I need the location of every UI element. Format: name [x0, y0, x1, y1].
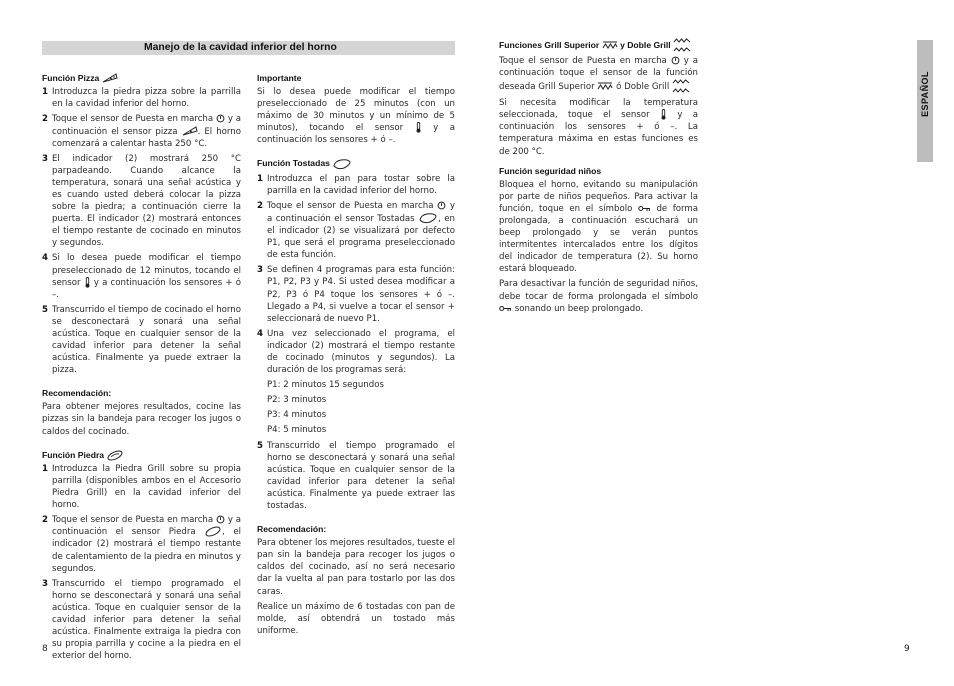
- key-icon: [638, 205, 651, 212]
- child-lock-text-1: Bloquea el horno, evitando su manipulación por parte de niños pequeños. Para activar la función, toque en el símbolo de forma prolongada, a continuación escuchará un beep prolongado y se verán puntos intermitentes intercalados entre los dígitos del indicador de temperatura (2). Su horno estará bloqueado.: [499, 179, 699, 275]
- recommendation-2-heading: Recomendación:: [257, 524, 327, 535]
- piedra-step-3: 3 Transcurrido el tiempo programado el horno se desconectará y sonará una señal acústica. Toque en cualquier sensor de la cavidad inferior para detener la señal acústica. Finalmente extraiga la piedra con su propia parrilla y cocine a la piedra en el exterior del horno.: [42, 578, 241, 662]
- pizza-step-4: 4 Si lo desea puede modificar el tiempo preseleccionado de 12 minutos, tocando el sensor y a continuación los sensores + ó –.: [42, 253, 241, 300]
- tostadas-step-1: 1 Introduzca el pan para tostar sobre la parrilla en la cavidad inferior del horno.: [257, 173, 455, 196]
- page-number-right: 9: [904, 644, 910, 654]
- child-lock-heading: Función seguridad niños: [499, 165, 602, 176]
- top-grill-icon: [597, 82, 613, 91]
- stone-icon: [106, 450, 124, 461]
- grill-heading: Funciones Grill Superior y Doble Grill: [499, 38, 698, 53]
- recommendation-2-text-1: Para obtener los mejores resultados, tueste el pan sin la bandeja para recoger los jugos o caldos del cocinado, así no será necesario dar la vuelta al pan para tostarlo por las dos caras.: [257, 538, 455, 597]
- language-tab-label: ESPAÑOL: [919, 71, 930, 117]
- piedra-step-1: 1 Introduzca la Piedra Grill sobre su propia parrilla (disponibles ambos en el Accesorio Piedra Grill) en la cavidad inferior del horno.: [42, 463, 241, 511]
- recommendation-2-text-2: Realice un máximo de 6 tostadas con pan de molde, así obtendrá un tostado más uniforme.: [257, 601, 455, 636]
- column-1: [42, 72, 241, 665]
- power-icon: [216, 515, 225, 524]
- column-2: [257, 72, 455, 640]
- toast-icon: [418, 212, 438, 225]
- thermometer-icon: [84, 277, 91, 288]
- piedra-step-2: 2 Toque el sensor de Puesta en marcha y a continuación el sensor Piedra , el indicador (2) mostrará el tiempo restante de calentamiento de la piedra en minutos y segundos.: [42, 515, 242, 574]
- key-icon: [499, 305, 512, 312]
- power-icon: [671, 56, 680, 65]
- importante-heading: Importante: [257, 73, 302, 83]
- thermometer-icon: [660, 109, 667, 120]
- power-icon: [216, 114, 225, 123]
- column-3: [499, 38, 698, 318]
- top-grill-icon: [602, 41, 618, 50]
- toast-icon: [332, 158, 352, 171]
- tostadas-step-2: 2 Toque el sensor de Puesta en marcha y a continuación el sensor Tostadas , en el indicador (2) se visualizará por defecto P1, que será el programa preseleccionado de esta función.: [257, 200, 456, 261]
- tostadas-step-5: 5 Transcurrido el tiempo programado el horno se desconectará y sonará una señal acústica. Toque en cualquier sensor de la cavidad inferior para detener la señal acústica. Finalmente ya puede extraer las tostadas.: [257, 440, 455, 512]
- double-grill-icon: [673, 38, 691, 53]
- program-p1: P1: 2 minutos 15 segundos: [267, 380, 384, 391]
- recommendation-1-text: Para obtener mejores resultados, cocine las pizzas sin la bandeja para recoger los jugos o caldos del cocinado.: [42, 402, 241, 437]
- language-tab: [917, 40, 933, 162]
- grill-text-2: Si necesita modificar la temperatura seleccionada, toque el sensor y a continuación los sensores + ó –. La temperatura máxima en estas funciones es de 200 °C.: [499, 98, 698, 157]
- double-grill-icon: [672, 79, 690, 94]
- piedra-heading: Función Piedra: [42, 449, 241, 461]
- program-p3: P3: 4 minutos: [267, 410, 327, 421]
- program-p4: P4: 5 minutos: [267, 425, 327, 436]
- tostadas-heading: Función Tostadas: [257, 157, 455, 170]
- pizza-step-2: 2 Toque el sensor de Puesta en marcha y a continuación el sensor pizza . El horno comenzará a calentar hasta 250 °C.: [42, 114, 242, 149]
- thermometer-icon: [415, 122, 422, 133]
- pizza-step-5: 5 Transcurrido el tiempo de cocinado el horno se desconectará y sonará una señal acústica. Toque en cualquier sensor de la cavidad inferior para detener la señal acústica. Finalmente ya puede extraer la pizza.: [42, 304, 241, 376]
- stone-icon: [204, 526, 222, 537]
- section-title: Manejo de la cavidad inferior del horno: [42, 41, 455, 55]
- pizza-heading: Función Pizza: [42, 72, 241, 84]
- pizza-icon: [102, 73, 118, 84]
- page-number-left: 8: [42, 644, 48, 654]
- tostadas-step-4: 4 Una vez seleccionado el programa, el indicador (2) mostrará el tiempo restante de cocinado (minutos y segundos). La duración de los programas será: P1: 2 minutos 15 segundos P2: 3 minutos P3: 4 minutos P4: 5 minutos: [257, 328, 455, 436]
- child-lock-text-2: Para desactivar la función de seguridad niños, debe tocar de forma prolongada el símbolo sonando un beep prolongado.: [499, 279, 698, 314]
- recommendation-1-heading: Recomendación:: [42, 388, 112, 399]
- program-p2: P2: 3 minutos: [267, 395, 327, 406]
- pizza-step-3: 3 El indicador (2) mostrará 250 °C parpadeando. Cuando alcance la temperatura, sonará una señal acústica y es cuando usted deberá colocar la pizza sobre la piedra; a continuación cierre la puerta. El indicador (2) mostrará entonces el tiempo restante de cocinado en minutos y segundos.: [42, 153, 241, 249]
- tostadas-step-3: 3 Se definen 4 programas para esta función: P1, P2, P3 y P4. Si usted desea modificar a P2, P3 ó P4 toque los sensores + ó –. Llegado a P4, si vuelve a tocar el sensor + seleccionará de nuevo P1.: [257, 265, 455, 324]
- pizza-step-1: 1 Introduzca la piedra pizza sobre la parrilla en la cavidad inferior del horno.: [42, 87, 241, 110]
- pizza-icon: [182, 126, 198, 137]
- importante-text: Si lo desea puede modificar el tiempo preseleccionado de 25 minutos (con un máximo de 30 minutos y un mínimo de 5 minutos), tocando el sensor y a continuación los sensores + ó –.: [257, 87, 456, 146]
- grill-text-1: Toque el sensor de Puesta en marcha y a continuación toque el sensor de la función deseada Grill Superior ó Doble Grill: [499, 56, 699, 93]
- power-icon: [437, 201, 446, 210]
